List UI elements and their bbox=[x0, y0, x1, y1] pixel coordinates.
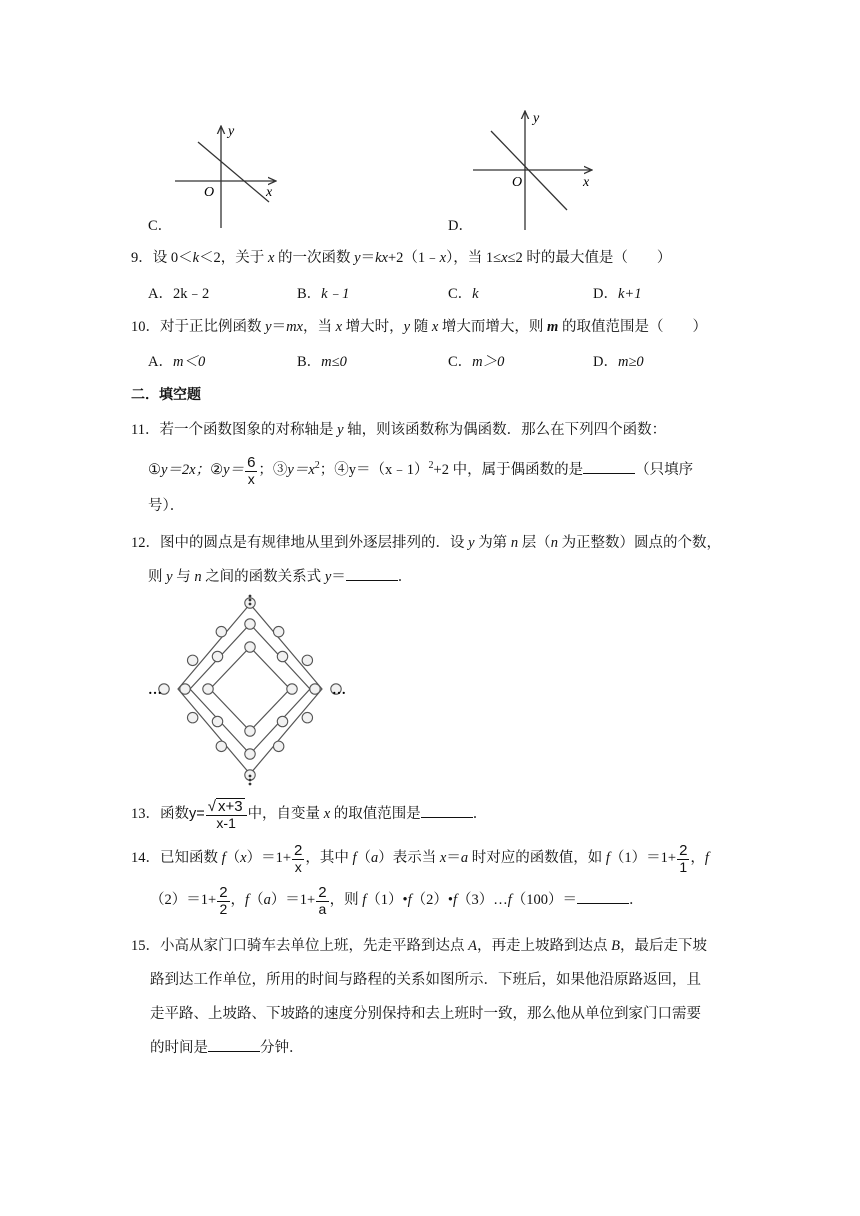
question-12-line2 bbox=[148, 565, 412, 586]
point-a: A bbox=[468, 938, 477, 954]
var-f: f bbox=[704, 850, 709, 866]
text: ）＝1+ bbox=[246, 850, 292, 866]
var-f: f bbox=[452, 892, 457, 908]
var-y: y bbox=[403, 319, 411, 335]
vertical-ellipsis-top bbox=[249, 595, 252, 606]
question-number: 12． bbox=[131, 535, 160, 551]
option-value: m＞0 bbox=[472, 354, 505, 370]
text: ）表示当 bbox=[378, 850, 440, 866]
question-number: 15． bbox=[131, 938, 160, 954]
var-m: m bbox=[547, 319, 559, 335]
text: ，当 bbox=[302, 319, 336, 335]
var-x: x bbox=[335, 319, 343, 335]
fraction bbox=[316, 885, 328, 916]
dot-diamond-svg bbox=[140, 592, 360, 788]
text: ， bbox=[230, 892, 246, 908]
text: 已知函数 bbox=[160, 850, 222, 866]
var-y: y bbox=[354, 250, 361, 266]
dot-layer-2 bbox=[245, 619, 255, 629]
denominator: x bbox=[294, 858, 302, 875]
question-10-stem bbox=[131, 315, 707, 336]
var-mx: mx bbox=[286, 319, 303, 335]
dot-layer-2 bbox=[310, 684, 320, 694]
point-b: B bbox=[611, 938, 620, 954]
option-label: B． bbox=[297, 286, 322, 302]
text: 层（ bbox=[518, 535, 551, 551]
text: 函数 bbox=[160, 806, 189, 822]
question-number: 13． bbox=[131, 806, 160, 822]
text: 的一次函数 bbox=[274, 250, 355, 266]
var-x: x bbox=[267, 250, 275, 266]
option-label: B． bbox=[297, 354, 322, 370]
circled-number: ③ bbox=[272, 461, 288, 478]
answer-blank[interactable] bbox=[421, 803, 473, 818]
text: 设 0＜ bbox=[152, 250, 193, 266]
dot-layer-3 bbox=[273, 741, 283, 751]
dot-layer-3 bbox=[187, 712, 197, 722]
text: 与 bbox=[172, 569, 195, 585]
text: ，最后走下坡 bbox=[619, 938, 707, 954]
text: 的取值范围是 bbox=[330, 806, 421, 822]
option-value: m＜0 bbox=[172, 354, 206, 370]
text: ＜2，关于 bbox=[199, 250, 268, 266]
text: ． bbox=[397, 569, 413, 585]
text: （1）＝1+ bbox=[609, 850, 677, 866]
option-value: 2k﹣2 bbox=[172, 286, 210, 302]
var-y: y bbox=[337, 422, 344, 438]
circled-number: ② bbox=[210, 461, 224, 478]
question-9-option-a bbox=[148, 282, 209, 303]
question-number: 14． bbox=[131, 850, 160, 866]
var-x: x bbox=[439, 250, 447, 266]
option-label: C． bbox=[448, 286, 473, 302]
answer-blank[interactable] bbox=[583, 459, 635, 474]
text: （ bbox=[249, 892, 264, 908]
text: ， bbox=[690, 850, 705, 866]
question-13 bbox=[131, 794, 487, 834]
question-11-line1 bbox=[131, 418, 666, 439]
section-title: 二．填空题 bbox=[131, 386, 201, 402]
var-k: k bbox=[192, 250, 200, 266]
question-10-option-a bbox=[148, 350, 205, 371]
option-c-label: C． bbox=[148, 218, 173, 234]
dot-layer-1 bbox=[287, 684, 297, 694]
dot-layer-3 bbox=[302, 655, 312, 665]
option-value: m≤0 bbox=[321, 354, 347, 370]
var-n: n bbox=[194, 569, 202, 585]
var-x: x bbox=[439, 850, 447, 866]
var-n: n bbox=[510, 535, 519, 551]
denominator: x-1 bbox=[216, 815, 236, 832]
var-kx: kx bbox=[375, 250, 388, 266]
text: 增大时， bbox=[342, 319, 404, 335]
text: （2）＝1+ bbox=[150, 892, 217, 908]
option-value: k bbox=[472, 286, 479, 302]
option-label: D． bbox=[593, 354, 618, 370]
text: （3）… bbox=[456, 892, 508, 908]
text: 的时间是 bbox=[150, 1040, 208, 1056]
var-y: y bbox=[468, 535, 475, 551]
question-12-line1 bbox=[131, 531, 721, 552]
var-n: n bbox=[550, 535, 558, 551]
var-y: y bbox=[324, 569, 332, 585]
dot-layer-3 bbox=[273, 626, 283, 636]
option-c-graph bbox=[170, 120, 290, 230]
denominator: a bbox=[318, 900, 327, 917]
fraction bbox=[206, 798, 247, 830]
text: +2（1﹣ bbox=[387, 250, 440, 266]
var-f: f bbox=[407, 892, 412, 908]
denominator: x bbox=[247, 470, 255, 487]
text: ）＝1+ bbox=[270, 892, 316, 908]
option-label: D． bbox=[593, 286, 618, 302]
var-y: y bbox=[265, 319, 272, 335]
text: ； bbox=[258, 461, 273, 478]
question-11-line2 bbox=[148, 448, 694, 487]
superscript: 2 bbox=[428, 460, 434, 471]
text: ＝ bbox=[331, 569, 346, 585]
numerator: √ x+3 bbox=[206, 798, 247, 816]
dot-layer-3 bbox=[216, 626, 226, 636]
var-a: a bbox=[371, 850, 379, 866]
dot-layer-3 bbox=[216, 741, 226, 751]
var-x: x bbox=[431, 319, 439, 335]
text: ＝ bbox=[271, 319, 287, 335]
text: （100）＝ bbox=[511, 892, 577, 908]
question-15-line4 bbox=[150, 1036, 304, 1057]
origin-label: O bbox=[512, 175, 523, 190]
dot-layer-2 bbox=[277, 651, 287, 661]
option-label: C． bbox=[448, 354, 473, 370]
question-number: 11． bbox=[131, 422, 160, 438]
denominator: 1 bbox=[679, 858, 688, 875]
y-axis-label: y bbox=[533, 111, 540, 126]
fraction bbox=[677, 843, 689, 874]
text: 小高从家门口骑车去单位上班，先走平路到达点 bbox=[160, 938, 469, 954]
fraction bbox=[292, 843, 304, 874]
question-15-line3: 走平路、上坡路、下坡路的速度分别保持和去上班时一致，那么他从单位到家门口需要 bbox=[150, 1006, 701, 1022]
question-9-stem bbox=[131, 246, 671, 267]
fraction bbox=[217, 885, 229, 916]
text: （ bbox=[356, 850, 372, 866]
question-10-option-d bbox=[593, 350, 644, 371]
text: ＝ bbox=[360, 250, 376, 266]
text: 轴，则该函数称为偶函数．那么在下列四个函数： bbox=[343, 422, 667, 438]
option-d-graph bbox=[470, 104, 600, 232]
question-number: 9． bbox=[131, 250, 153, 266]
text: ，其中 bbox=[305, 850, 353, 866]
var-x: x bbox=[323, 806, 331, 822]
function-1: y＝2x； bbox=[161, 461, 211, 478]
option-c-axes bbox=[170, 120, 290, 230]
text: 时对应的函数值，如 bbox=[468, 850, 606, 866]
option-value: k+1 bbox=[617, 286, 642, 302]
question-9-option-c bbox=[448, 282, 479, 303]
var-y: y bbox=[166, 569, 173, 585]
text: 为第 bbox=[474, 535, 511, 551]
text: ． bbox=[629, 892, 644, 908]
question-number: 10． bbox=[131, 319, 160, 335]
question-10-option-c bbox=[448, 350, 504, 371]
function-y: y= bbox=[189, 806, 205, 822]
question-14-line1 bbox=[131, 838, 709, 878]
text: ≤2 时的最大值是（ ） bbox=[507, 250, 672, 266]
option-d-label: D． bbox=[448, 218, 473, 234]
dot-layer-3 bbox=[187, 655, 197, 665]
function-3: y＝x bbox=[287, 461, 315, 478]
fraction bbox=[245, 455, 257, 486]
dot-layer-2 bbox=[180, 684, 190, 694]
numerator: 2 bbox=[294, 841, 303, 859]
text: 之间的函数关系式 bbox=[201, 569, 325, 585]
text: （1）• bbox=[366, 892, 408, 908]
option-value: k﹣1 bbox=[321, 286, 350, 302]
origin-label: O bbox=[204, 185, 215, 200]
var-f: f bbox=[352, 850, 357, 866]
x-axis-label: x bbox=[583, 175, 590, 190]
var-f: f bbox=[507, 892, 512, 908]
dot-pattern-figure bbox=[140, 592, 360, 788]
dot-layer-1 bbox=[245, 642, 255, 652]
var-x: x bbox=[240, 850, 247, 866]
dot-layer-2 bbox=[277, 716, 287, 726]
var-x: x bbox=[501, 250, 508, 266]
numerator: 2 bbox=[318, 883, 327, 901]
answer-blank[interactable] bbox=[208, 1037, 260, 1052]
text: 分钟． bbox=[260, 1040, 304, 1056]
option-d-axes bbox=[470, 104, 600, 232]
text: 为正整数）圆点的个数， bbox=[557, 535, 722, 551]
x-axis-label: x bbox=[266, 185, 273, 200]
text: ； bbox=[319, 461, 335, 478]
var-f: f bbox=[605, 850, 610, 866]
question-9-option-d bbox=[593, 282, 641, 303]
text: ＝ bbox=[446, 850, 461, 866]
question-9-option-b bbox=[297, 282, 349, 303]
dot-layer-2 bbox=[212, 716, 222, 726]
numerator: 6 bbox=[247, 453, 256, 471]
question-15-line1 bbox=[131, 934, 707, 955]
numerator: 2 bbox=[679, 841, 688, 859]
answer-blank[interactable] bbox=[346, 566, 398, 581]
question-15-line2: 路到达工作单位，所用的时间与路程的关系如图所示．下班后，如果他沿原路返回，且 bbox=[150, 972, 701, 988]
denominator: 2 bbox=[219, 900, 228, 917]
ellipsis-right: … bbox=[332, 683, 346, 698]
var-a: a bbox=[460, 850, 469, 866]
text: +2 中，属于偶函数的是 bbox=[433, 461, 584, 478]
text: ，再走上坡路到达点 bbox=[476, 938, 612, 954]
dot-layer-1 bbox=[245, 726, 255, 736]
ellipsis-left: … bbox=[148, 683, 162, 698]
question-11-line3: 号）． bbox=[148, 498, 185, 514]
text: 若一个函数图象的对称轴是 bbox=[159, 422, 338, 438]
question-10-option-b bbox=[297, 350, 347, 371]
y-axis-label: y bbox=[228, 124, 235, 139]
numerator: 2 bbox=[219, 883, 228, 901]
text: 图中的圆点是有规律地从里到外逐层排列的．设 bbox=[160, 535, 469, 551]
answer-blank[interactable] bbox=[577, 889, 629, 904]
question-14-line2 bbox=[150, 880, 644, 920]
text: 则 bbox=[148, 569, 167, 585]
var-a: a bbox=[263, 892, 271, 908]
text: ），当 1≤ bbox=[446, 250, 502, 266]
var-f: f bbox=[362, 892, 367, 908]
circled-number: ④ bbox=[334, 461, 349, 478]
text: （ bbox=[225, 850, 241, 866]
superscript: 2 bbox=[314, 460, 320, 471]
text: 的取值范围是（ ） bbox=[558, 319, 707, 335]
function-4: y＝（x﹣1） bbox=[348, 461, 429, 478]
circled-number: ① bbox=[148, 461, 161, 478]
dot-layer-2 bbox=[212, 651, 222, 661]
vertical-ellipsis-bottom bbox=[249, 775, 252, 786]
text: 中，自变量 bbox=[247, 806, 324, 822]
function-2: y＝ bbox=[223, 461, 245, 478]
text: 增大而增大，则 bbox=[438, 319, 548, 335]
option-label: A． bbox=[148, 354, 173, 370]
text: （只填序 bbox=[635, 461, 694, 478]
text: （2）• bbox=[411, 892, 453, 908]
option-value: m≥0 bbox=[617, 354, 644, 370]
text: 随 bbox=[410, 319, 432, 335]
text: ，则 bbox=[329, 892, 363, 908]
text: 对于正比例函数 bbox=[160, 319, 266, 335]
option-label: A． bbox=[148, 286, 173, 302]
var-f: f bbox=[221, 850, 226, 866]
radicand: x+3 bbox=[217, 798, 243, 816]
dot-layer-3 bbox=[302, 712, 312, 722]
dot-layer-2 bbox=[245, 749, 255, 759]
text: ． bbox=[472, 806, 488, 822]
dot-layer-1 bbox=[203, 684, 213, 694]
var-f: f bbox=[245, 892, 250, 908]
